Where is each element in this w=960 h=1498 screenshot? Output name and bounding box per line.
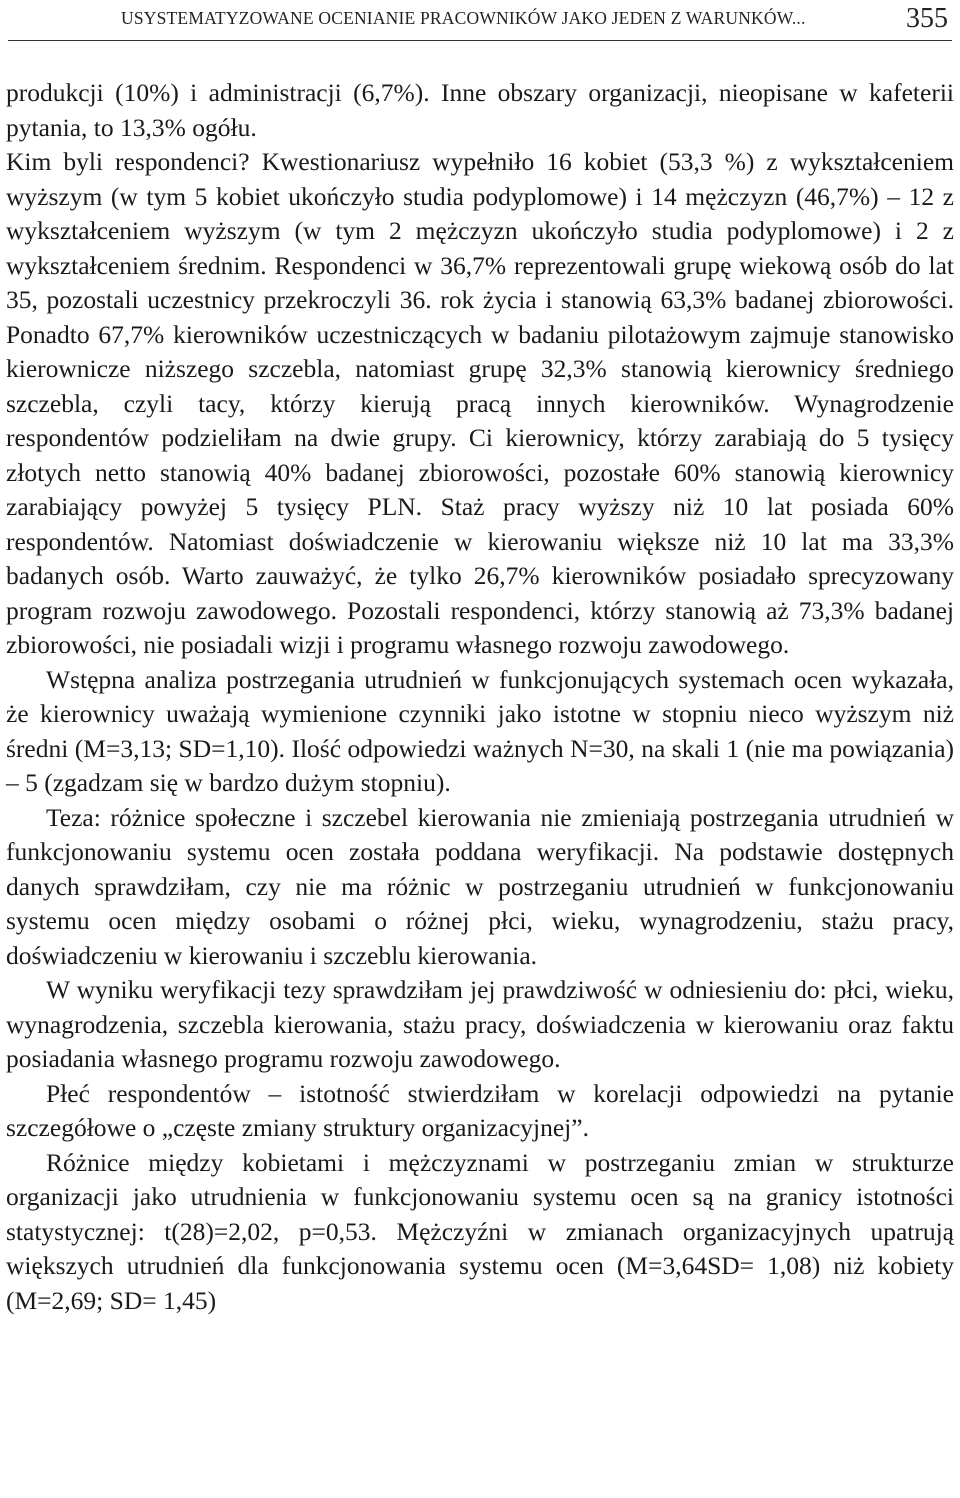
paragraph-verification: W wyniku weryfikacji tezy sprawdziłam jej prawdziwość w odniesieniu do: płci, wieku, wynagrodzenia, szczebla kierowania, stażu pracy, doświadczenia w kierowaniu oraz faktu posiadania własnego programu rozwoju zawodowego. [6, 975, 954, 1073]
paragraph-thesis: Teza: różnice społeczne i szczebel kierowania nie zmieniają postrzegania utrudnień w funkcjonowaniu systemu ocen została poddana weryfikacji. Na podstawie dostępnych danych sprawdziłam, czy nie ma różnic w postrzeganiu utrudnień w funkcjonowaniu systemu ocen między osobami o różnej płci, wieku, wynagrodzeniu, stażu pracy, doświadczeniu w kierowaniu i szczeblu kierowania. [6, 802, 954, 970]
paragraph-continuation: produkcji (10%) i administracji (6,7%). Inne obszary organizacji, nieopisane w kafeterii pytania, to 13,3% ogółu. [6, 78, 954, 142]
running-header [8, 0, 952, 41]
paragraph-initial-analysis: Wstępna analiza postrzegania utrudnień w funkcjonujących systemach ocen wykazała, że kierownicy uważają wymienione czynniki jako istotne w stopniu nieco wyższym niż średni (M=3,13; SD=1,10). Ilość odpowiedzi ważnych N=30, na skali 1 (nie ma powiązania) – 5 (zgadzam się w bardzo dużym stopniu). [6, 664, 954, 797]
paragraph-differences: Różnice między kobietami i mężczyznami w postrzeganiu zmian w strukturze organizacji jako utrudnienia w funkcjonowaniu systemu ocen są na granicy istotności statystycznej: t(28)=2,02, p=0,53. Mężczyźni w zmianach organizacyjnych upatrują większych utrudnień dla funkcjonowania systemu ocen (M=3,64SD= 1,08) niż kobiety (M=2,69; SD= 1,45) [6, 1147, 954, 1315]
page-number: 355 [906, 3, 948, 34]
paragraph-gender: Płeć respondentów – istotność stwierdziłam w korelacji odpowiedzi na pytanie szczegółowe o „częste zmiany struktury organizacyjnej”. [6, 1078, 954, 1142]
running-title: USYSTEMATYZOWANE OCENIANIE PRACOWNIKÓW JAKO JEDEN Z WARUNKÓW... [121, 8, 806, 28]
body-text [6, 76, 954, 1318]
paragraph-respondents: Kim byli respondenci? Kwestionariusz wypełniło 16 kobiet (53,3 %) z wykształceniem wyższym (w tym 5 kobiet ukończyło studia podyplomowe) i 14 mężczyzn (46,7%) – 12 z wykształceniem wyższym (w tym 2 mężczyzn ukończyło studia podyplomowe) i 2 z wykształceniem średnim. Respondenci w 36,7% reprezentowali grupę wiekową osób do lat 35, pozostali uczestnicy przekroczyli 36. rok życia i stanowią 63,3% badanej zbiorowości. Ponadto 67,7% kierowników uczestniczących w badaniu pilotażowym zajmuje stanowisko kierownicze niższego szczebla, natomiast grupę 32,3% stanowią kierownicy średniego szczebla, czyli tacy, którzy kierują pracą innych kierowników. Wynagrodzenie respondentów podzieliłam na dwie grupy. Ci kierownicy, którzy zarabiają do 5 tysięcy złotych netto stanowią 40% badanej zbiorowości, pozostałe 60% stanowią kierownicy zarabiający powyżej 5 tysięcy PLN. Staż pracy wyższy niż 10 lat posiada 60% respondentów. Natomiast doświadczenie w kierowaniu większe niż 10 lat ma 33,3% badanych osób. Warto zauważyć, że tylko 26,7% kierowników posiadało sprecyzowany program rozwoju zawodowego. Pozostali respondenci, którzy stanowią aż 73,3% badanej zbiorowości, nie posiadali wizji i programu własnego rozwoju zawodowego. [6, 147, 954, 659]
